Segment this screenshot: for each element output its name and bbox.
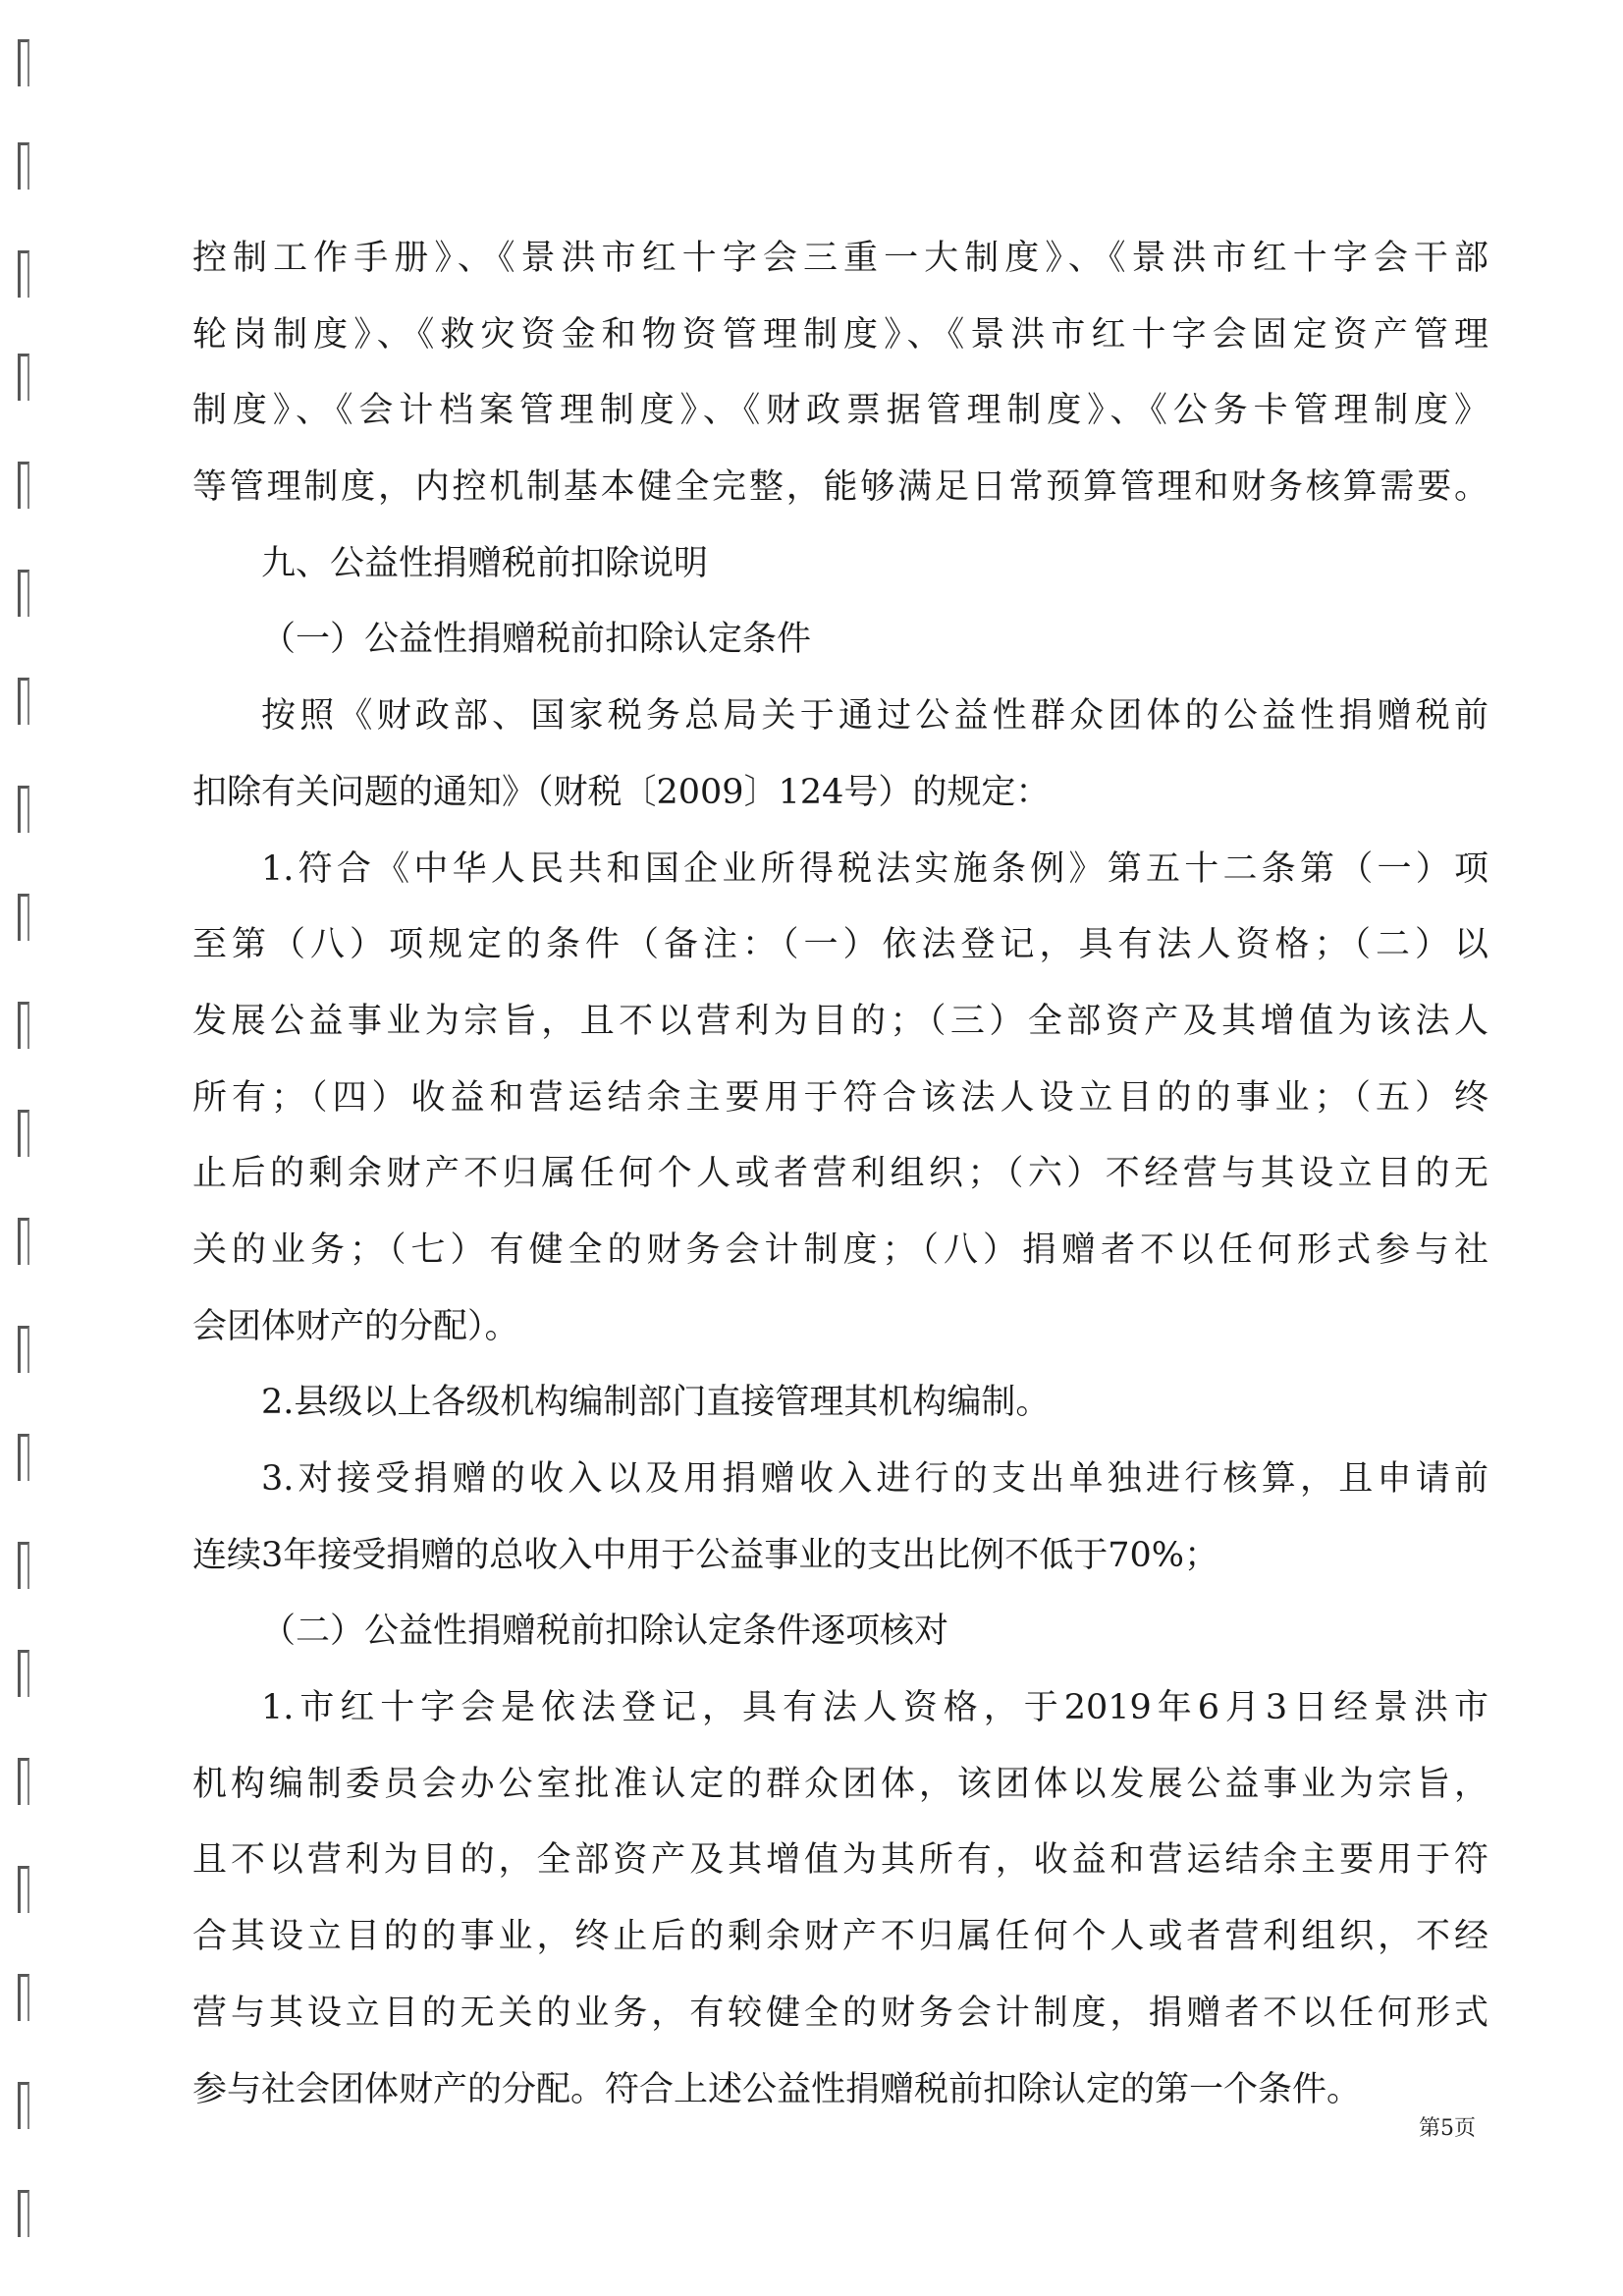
text-line: 且不以营利为目的，全部资产及其增值为其所有，收益和营运结余主要用于符 [192, 1840, 1488, 1881]
binding-mark [18, 462, 29, 509]
binding-mark [18, 678, 29, 725]
text-line: 制度》、《会计档案管理制度》、《财政票据管理制度》、《公务卡管理制度》 [192, 391, 1488, 431]
text-line: 机构编制委员会办公室批准认定的群众团体，该团体以发展公益事业为宗旨， [192, 1764, 1488, 1804]
text-line: 止后的剩余财产不归属任何个人或者营利组织；（六）不经营与其设立目的无 [192, 1154, 1488, 1194]
text-line: 参与社会团体财产的分配。符合上述公益性捐赠税前扣除认定的第一个条件。 [192, 2069, 1362, 2109]
subsection-heading: （二）公益性捐赠税前扣除认定条件逐项核对 [261, 1612, 949, 1652]
binding-mark [18, 142, 29, 190]
text-line: 1.市红十字会是依法登记，具有法人资格，于2019年6月3日经景洪市 [261, 1688, 1488, 1728]
binding-mark [18, 2082, 29, 2129]
text-line: 发展公益事业为宗旨，且不以营利为目的；（三）全部资产及其增值为该法人 [192, 1001, 1488, 1041]
subsection-heading: （一）公益性捐赠税前扣除认定条件 [261, 620, 812, 660]
text-line: 扣除有关问题的通知》（财税〔2009〕124号）的规定： [192, 772, 1051, 812]
text-line: 按照《财政部、国家税务总局关于通过公益性群众团体的公益性捐赠税前 [261, 696, 1488, 737]
binding-mark [18, 1002, 29, 1049]
binding-mark [18, 1650, 29, 1697]
binding-mark [18, 2190, 29, 2237]
text-line: 合其设立目的的事业，终止后的剩余财产不归属任何个人或者营利组织，不经 [192, 1917, 1488, 1957]
text-line: 连续3年接受捐赠的总收入中用于公益事业的支出比例不低于70%； [192, 1535, 1219, 1575]
binding-mark [18, 1434, 29, 1481]
binding-marks [0, 0, 69, 2296]
binding-mark [18, 354, 29, 401]
binding-mark [18, 1326, 29, 1373]
text-line: 至第（八）项规定的条件（备注：（一）依法登记，具有法人资格；（二）以 [192, 925, 1488, 965]
binding-mark [18, 1542, 29, 1589]
binding-mark [18, 894, 29, 941]
section-heading: 九、公益性捐赠税前扣除说明 [261, 543, 709, 583]
binding-mark [18, 786, 29, 833]
binding-mark [18, 1218, 29, 1265]
binding-mark [18, 1110, 29, 1157]
binding-mark [18, 1974, 29, 2021]
text-line: 3.对接受捐赠的收入以及用捐赠收入进行的支出单独进行核算，且申请前 [261, 1459, 1488, 1499]
page-number: 第5页 [1419, 2116, 1476, 2141]
binding-mark [18, 1758, 29, 1805]
binding-mark [18, 250, 29, 298]
document-body [192, 221, 1488, 2128]
text-line: 会团体财产的分配）。 [192, 1306, 519, 1346]
text-line: 等管理制度，内控机制基本健全完整，能够满足日常预算管理和财务核算需要。 [192, 467, 1488, 508]
text-line: 轮岗制度》、《救灾资金和物资管理制度》、《景洪市红十字会固定资产管理 [192, 314, 1488, 355]
binding-mark [18, 39, 29, 86]
text-line: 关的业务；（七）有健全的财务会计制度；（八）捐赠者不以任何形式参与社 [192, 1230, 1488, 1270]
text-line: 所有；（四）收益和营运结余主要用于符合该法人设立目的的事业；（五）终 [192, 1077, 1488, 1118]
text-line: 2.县级以上各级机构编制部门直接管理其机构编制。 [261, 1383, 1051, 1423]
text-line: 1.符合《中华人民共和国企业所得税法实施条例》第五十二条第（一）项 [261, 848, 1488, 889]
text-line: 控制工作手册》、《景洪市红十字会三重一大制度》、《景洪市红十字会干部 [192, 239, 1488, 278]
binding-mark [18, 570, 29, 617]
text-line: 营与其设立目的无关的业务，有较健全的财务会计制度，捐赠者不以任何形式 [192, 1993, 1488, 2033]
binding-mark [18, 1866, 29, 1913]
